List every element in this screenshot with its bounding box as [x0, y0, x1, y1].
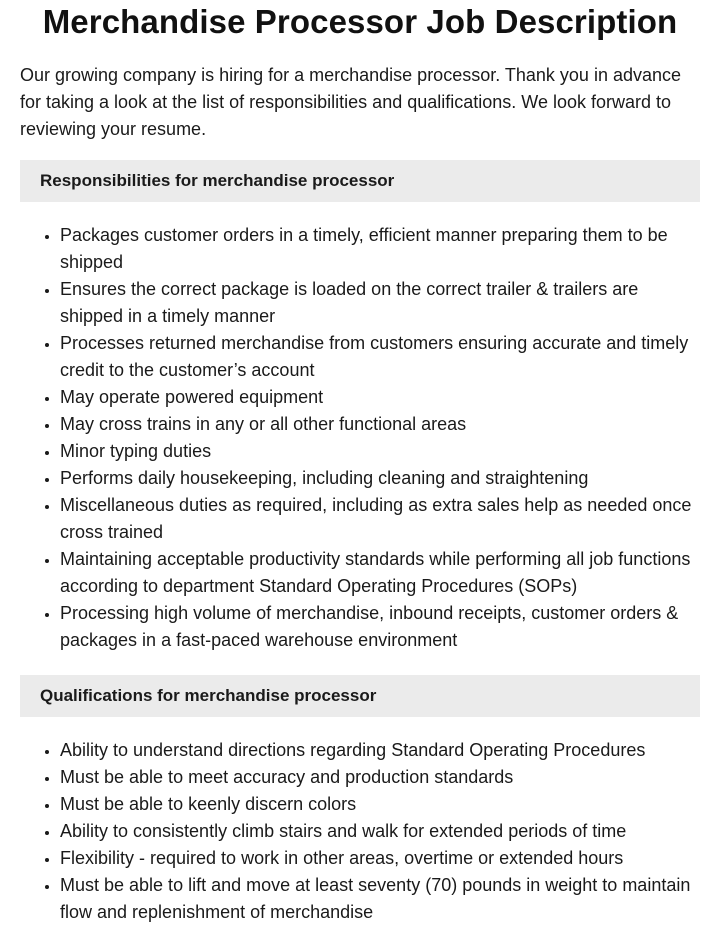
list-item: • Packages customer orders in a timely, efficient manner preparing them to be shipped [60, 222, 700, 276]
list-item: • Ensures the correct package is loaded on the correct trailer & trailers are shipped in a timely manner [60, 276, 700, 330]
page-title: Merchandise Processor Job Description [42, 3, 678, 40]
qualifications-heading: Qualifications for merchandise processor [20, 675, 700, 717]
qualifications-list [20, 737, 700, 926]
list-item: • Ability to understand directions regarding Standard Operating Procedures [60, 737, 700, 764]
list-item: • Must be able to meet accuracy and production standards [60, 764, 700, 791]
list-item: • Performs daily housekeeping, including cleaning and straightening [60, 465, 700, 492]
list-item: • Miscellaneous duties as required, including as extra sales help as needed once cross trained [60, 492, 700, 546]
list-item: • Minor typing duties [60, 438, 700, 465]
responsibilities-list [20, 222, 700, 654]
list-item: • Ability to consistently climb stairs and walk for extended periods of time [60, 818, 700, 845]
list-item: • Flexibility - required to work in other areas, overtime or extended hours [60, 845, 700, 872]
list-item: • Processes returned merchandise from customers ensuring accurate and timely credit to the customer’s account [60, 330, 700, 384]
responsibilities-heading: Responsibilities for merchandise processor [20, 160, 700, 202]
list-item: • Maintaining acceptable productivity standards while performing all job functions according to department Standard Operating Procedures (SOPs) [60, 546, 700, 600]
list-item: • May operate powered equipment [60, 384, 700, 411]
list-item: • May cross trains in any or all other functional areas [60, 411, 700, 438]
list-item: • Must be able to keenly discern colors [60, 791, 700, 818]
list-item: • Must be able to lift and move at least seventy (70) pounds in weight to maintain flow and replenishment of merchandise [60, 872, 700, 926]
list-item: • Processing high volume of merchandise, inbound receipts, customer orders & packages in a fast-paced warehouse environment [60, 600, 700, 654]
intro-paragraph: Our growing company is hiring for a merchandise processor. Thank you in advance for taking a look at the list of responsibilities and qualifications. We look forward to reviewing your resume. [20, 65, 682, 139]
